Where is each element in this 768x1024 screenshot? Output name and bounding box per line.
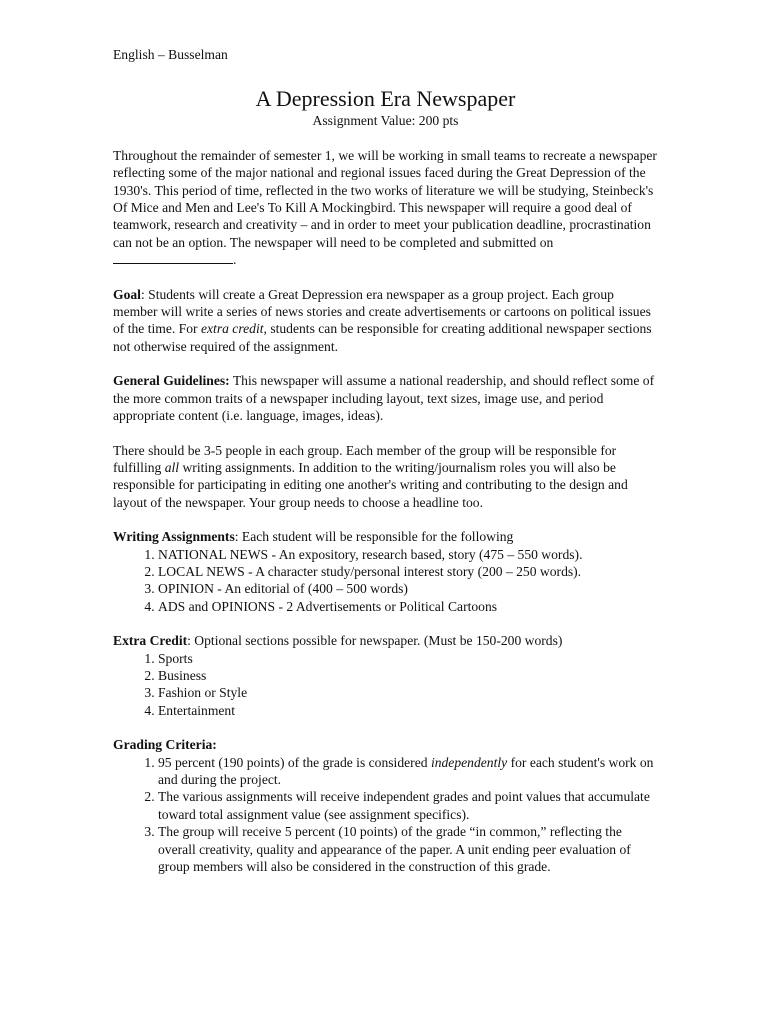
goal-text-1: : Students will create a Great Depression era newspaper as a group project. Each group member will write a series of news stories and create advertisements or cartoons on political issues of the time. For [113,286,651,337]
extra-list [113,650,658,720]
guidelines-text: This newspaper will assume a national readership, and should reflect some of the more common traits of a newspaper including layout, text sizes, image use, and period appropriate content (i.e. language, images, ideas). [113,373,655,424]
course-header: English – Busselman [113,47,228,62]
assignment-value: Assignment Value: 200 pts [312,113,459,129]
grading-item-1b: for each student's work on and during the project. [158,754,654,787]
writing-heading [113,528,658,545]
groups-text-2: writing assignments. In addition to the writing/journalism roles you will also be responsible for participating in editing one another's writing and contributing to the design and layout of the newspaper. Your group needs to choose a headline too. [113,459,628,510]
list-item [158,754,658,789]
goal-label: Goal [113,286,141,302]
goal-text-2: , students can be responsible for creating additional newspaper sections not otherwise required of the assignment. [113,321,652,354]
list-item: 2. Business [158,667,658,684]
document-title: A Depression Era Newspaper [255,86,516,112]
grading-heading [113,736,658,753]
list-item: 2. LOCAL NEWS - A character study/personal interest story (200 – 250 words). [158,563,658,580]
list-item: 3. The group will receive 5 percent (10 points) of the grade “in common,” reflecting the overall creativity, quality and appearance of the paper. A unit ending peer evaluation of group members will also be considered in the construction of this grade. [158,823,658,875]
list-item: 1. NATIONAL NEWS - An expository, research based, story (475 – 550 words). [158,546,658,563]
document-body [113,46,658,892]
writing-label: Writing Assignments [113,529,235,545]
writing-list [113,546,658,616]
list-item: 4. ADS and OPINIONS - 2 Advertisements or Political Cartoons [158,598,658,615]
list-item: 2. The various assignments will receive independent grades and point values that accumulate toward total assignment value (see assignment specifics). [158,788,658,823]
writing-text: : Each student will be responsible for the following [234,529,514,545]
grading-item-1-italic: independently [430,754,508,770]
intro-text: Throughout the remainder of semester 1, we will be working in small teams to recreate a newspaper reflecting some of the major national and regional issues faced during the Great Depression of the 1930's. This period of time, reflected in the two works of literature we will be studying, Steinbeck's Of Mice and Men and Lee's To Kill A Mockingbird. This newspaper will require a good deal of teamwork, research and creativity – and in order to meet your publication deadline, procrastination can not be an option. The newspaper will need to be completed and submitted on [113,147,657,250]
extra-label: Extra Credit [113,633,188,649]
list-item: 3. Fashion or Style [158,684,658,701]
list-item: 1. Sports [158,650,658,667]
groups-italic: all [164,459,180,475]
extra-text: : Optional sections possible for newspaper. (Must be 150-200 words) [187,633,563,649]
groups-paragraph [113,442,658,512]
intro-end: . [233,252,237,268]
due-date-blank [113,251,233,264]
grading-item-1a: 95 percent (190 points) of the grade is considered [158,754,431,770]
grading-list [113,754,658,876]
guidelines-label: General Guidelines: [113,373,230,389]
list-item: 4. Entertainment [158,702,658,719]
goal-italic: extra credit [200,321,264,337]
list-item: 3. OPINION - An editorial of (400 – 500 words) [158,580,658,597]
extra-heading [113,632,658,649]
intro-paragraph [113,147,658,269]
groups-text-1: There should be 3-5 people in each group. Each member of the group will be responsible for fulfilling [113,442,617,475]
goal-paragraph [113,286,658,356]
grading-label: Grading Criteria: [113,737,217,753]
guidelines-paragraph [113,372,658,424]
